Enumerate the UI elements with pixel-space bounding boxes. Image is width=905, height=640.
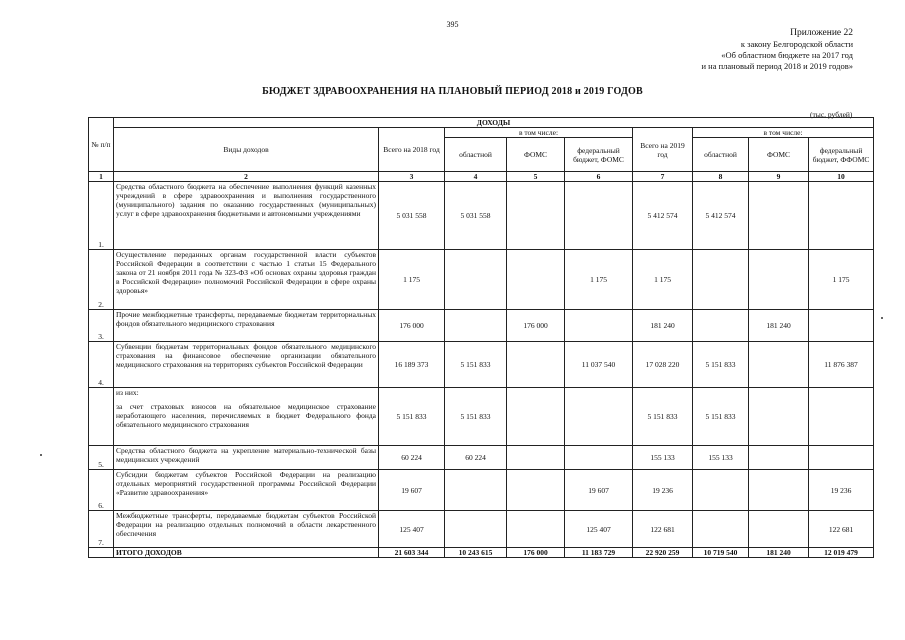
col-number: 1 [89, 172, 114, 182]
cell-federal-2018: 125 407 [565, 511, 633, 548]
cell-regional-2019 [693, 250, 749, 310]
units-label: (тыс. рублей) [810, 110, 853, 119]
row-number: 7. [89, 511, 114, 548]
cell-regional-2018: 5 151 833 [445, 388, 507, 446]
cell-total-2018: 19 607 [379, 470, 445, 511]
appendix-line: и на плановый период 2018 и 2019 годов» [701, 61, 853, 71]
cell-regional-2019: 155 133 [693, 446, 749, 470]
cell-foms-2018: 176 000 [507, 310, 565, 342]
cell-federal-2019 [809, 388, 874, 446]
cell-federal-2019: 122 681 [809, 511, 874, 548]
header-types: Виды доходов [114, 128, 379, 172]
row-description: Субсидии бюджетам субъектов Российской Федерации на реализацию отдельных мероприятий государственной программы Российской Федерации «Развитие здравоохранения» [114, 470, 379, 511]
appendix-line: Приложение 22 [790, 28, 853, 38]
cell-foms-2019 [749, 250, 809, 310]
cell-foms-2019: 181 240 [749, 310, 809, 342]
header-regional-2018: областной [445, 138, 507, 172]
total-regional-2019: 10 719 540 [693, 548, 749, 558]
cell-foms-2019 [749, 446, 809, 470]
header-incl-2018: в том числе: [445, 128, 633, 138]
cell-foms-2018 [507, 511, 565, 548]
row-number: 5. [89, 446, 114, 470]
col-number: 5 [507, 172, 565, 182]
col-number: 7 [633, 172, 693, 182]
total-blank [89, 548, 114, 558]
cell-federal-2018 [565, 182, 633, 250]
cell-regional-2018 [445, 250, 507, 310]
cell-total-2019: 19 236 [633, 470, 693, 511]
header-federal-2019: федеральный бюджет, ФФОМС [809, 138, 874, 172]
cell-federal-2018: 1 175 [565, 250, 633, 310]
total-federal-2018: 11 183 729 [565, 548, 633, 558]
appendix-line: «Об областном бюджете на 2017 год [721, 50, 853, 60]
row-description: Средства областного бюджета на укрепление материально-технической базы медицинских учреждений [114, 446, 379, 470]
col-number: 10 [809, 172, 874, 182]
header-total-2019: Всего на 2019 год [633, 128, 693, 172]
row-description: Осуществление переданных органам государственной власти субъектов Российской Федерации в соответствии с частью 1 статьи 15 Федерального закона от 21 ноября 2011 года № 323-ФЗ «Об основах охраны здоровья граждан в Российской Федерации» полномочий Российской Федерации в сфере охраны здоровья» [114, 250, 379, 310]
row-description: Средства областного бюджета на обеспечение выполнения функций казенных учреждений в сфере здравоохранения и выполнения государственного (муниципального) задания по оказанию государственных (муниципальных) услуг в сфере здравоохранения бюджетными и автономными учреждениями [114, 182, 379, 250]
cell-total-2019: 122 681 [633, 511, 693, 548]
header-num: № п/п [89, 118, 114, 172]
subrow-prefix: из них: [116, 388, 139, 397]
cell-regional-2018 [445, 310, 507, 342]
cell-federal-2019: 1 175 [809, 250, 874, 310]
row-number: 4. [89, 342, 114, 388]
row-number: 1. [89, 182, 114, 250]
col-number: 3 [379, 172, 445, 182]
appendix-line: к закону Белгородской области [740, 39, 853, 49]
table-row [89, 446, 874, 470]
row-description: Прочие межбюджетные трансферты, передаваемые бюджетам территориальных фондов обязательного медицинского страхования [114, 310, 379, 342]
col-number: 9 [749, 172, 809, 182]
document-title: БЮДЖЕТ ЗДРАВООХРАНЕНИЯ НА ПЛАНОВЫЙ ПЕРИОД 2018 и 2019 ГОДОВ [262, 86, 643, 97]
cell-federal-2019 [809, 182, 874, 250]
table-row [89, 250, 874, 310]
total-2018: 21 603 344 [379, 548, 445, 558]
page-number: 395 [446, 20, 459, 29]
scan-speck [881, 317, 883, 319]
header-income-group: ДОХОДЫ [114, 118, 874, 128]
col-number: 2 [114, 172, 379, 182]
cell-foms-2019 [749, 182, 809, 250]
col-number: 4 [445, 172, 507, 182]
cell-federal-2019 [809, 310, 874, 342]
row-number: 6. [89, 470, 114, 511]
total-regional-2018: 10 243 615 [445, 548, 507, 558]
cell-total-2019: 181 240 [633, 310, 693, 342]
header-foms-2019: ФОМС [749, 138, 809, 172]
cell-foms-2018 [507, 342, 565, 388]
row-number: 2. [89, 250, 114, 310]
cell-federal-2018: 11 037 540 [565, 342, 633, 388]
row-description: Субвенции бюджетам территориальных фондов обязательного медицинского страхования на финансовое обеспечение организации обязательного медицинского страхования на территориях субъектов Российской Федерации [114, 342, 379, 388]
cell-total-2018: 16 189 373 [379, 342, 445, 388]
cell-foms-2019 [749, 388, 809, 446]
cell-foms-2018 [507, 470, 565, 511]
cell-foms-2018 [507, 388, 565, 446]
cell-total-2019: 17 028 220 [633, 342, 693, 388]
cell-foms-2018 [507, 250, 565, 310]
total-row [89, 548, 874, 558]
cell-federal-2018 [565, 388, 633, 446]
row-number [89, 388, 114, 446]
cell-federal-2018: 19 607 [565, 470, 633, 511]
table-row [89, 342, 874, 388]
cell-regional-2019: 5 412 574 [693, 182, 749, 250]
table-row [89, 388, 874, 446]
cell-federal-2019: 19 236 [809, 470, 874, 511]
cell-foms-2019 [749, 511, 809, 548]
appendix-note [702, 28, 854, 72]
cell-regional-2019 [693, 470, 749, 511]
total-foms-2019: 181 240 [749, 548, 809, 558]
cell-regional-2018 [445, 511, 507, 548]
cell-regional-2018: 5 151 833 [445, 342, 507, 388]
cell-federal-2018 [565, 310, 633, 342]
header-regional-2019: областной [693, 138, 749, 172]
header-total-2018: Всего на 2018 год [379, 128, 445, 172]
cell-federal-2018 [565, 446, 633, 470]
total-federal-2019: 12 019 479 [809, 548, 874, 558]
cell-foms-2018 [507, 182, 565, 250]
row-number: 3. [89, 310, 114, 342]
cell-regional-2019: 5 151 833 [693, 342, 749, 388]
col-number: 8 [693, 172, 749, 182]
total-foms-2018: 176 000 [507, 548, 565, 558]
cell-total-2018: 125 407 [379, 511, 445, 548]
table-row [89, 470, 874, 511]
cell-total-2019: 1 175 [633, 250, 693, 310]
cell-regional-2019: 5 151 833 [693, 388, 749, 446]
cell-regional-2019 [693, 310, 749, 342]
budget-table [88, 117, 874, 558]
scan-speck [40, 454, 42, 456]
cell-total-2019: 5 151 833 [633, 388, 693, 446]
subrow-text: за счет страховых взносов на обязательное медицинское страхование неработающего населения, перечисляемых в бюджет Федерального фонда обязательного медицинского страхования [116, 402, 376, 429]
cell-total-2019: 5 412 574 [633, 182, 693, 250]
header-federal-2018: федеральный бюджет, ФОМС [565, 138, 633, 172]
cell-federal-2019 [809, 446, 874, 470]
table-row [89, 310, 874, 342]
cell-total-2018: 176 000 [379, 310, 445, 342]
total-2019: 22 920 259 [633, 548, 693, 558]
total-label: ИТОГО ДОХОДОВ [114, 548, 379, 558]
cell-total-2018: 5 151 833 [379, 388, 445, 446]
cell-federal-2019: 11 876 387 [809, 342, 874, 388]
cell-total-2018: 60 224 [379, 446, 445, 470]
cell-foms-2019 [749, 342, 809, 388]
table-row [89, 511, 874, 548]
cell-regional-2018 [445, 470, 507, 511]
cell-total-2019: 155 133 [633, 446, 693, 470]
table-row [89, 182, 874, 250]
row-description: Межбюджетные трансферты, передаваемые бюджетам субъектов Российской Федерации на реализацию отдельных полномочий в области лекарственного обеспечения [114, 511, 379, 548]
cell-regional-2018: 5 031 558 [445, 182, 507, 250]
cell-total-2018: 5 031 558 [379, 182, 445, 250]
header-incl-2019: в том числе: [693, 128, 874, 138]
header-foms-2018: ФОМС [507, 138, 565, 172]
row-description [114, 388, 379, 446]
cell-foms-2019 [749, 470, 809, 511]
cell-regional-2018: 60 224 [445, 446, 507, 470]
cell-total-2018: 1 175 [379, 250, 445, 310]
cell-regional-2019 [693, 511, 749, 548]
col-number: 6 [565, 172, 633, 182]
cell-foms-2018 [507, 446, 565, 470]
